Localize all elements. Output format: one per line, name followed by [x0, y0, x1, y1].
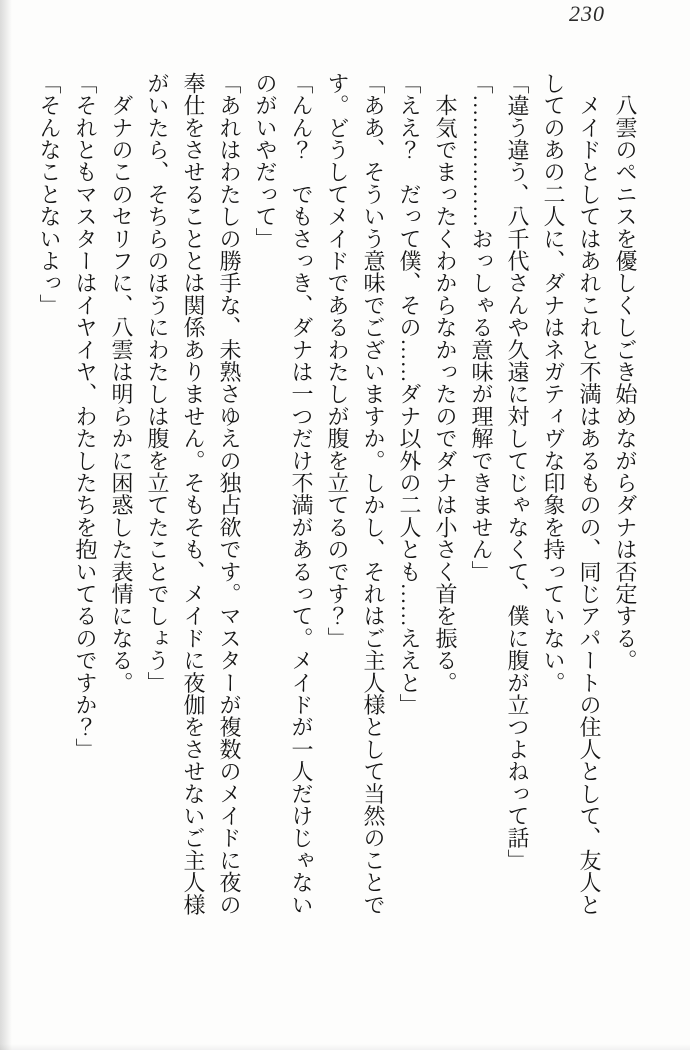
paragraph: 「………………おっしゃる意味が理解できません」 [469, 72, 494, 583]
paragraph: 「違う違う、八千代さんや久遠に対してじゃなくて、僕に腹が立つよねって話」 [505, 72, 530, 872]
paragraph: 「それともマスターはイヤイヤ、わたしたちを抱いてるのですか？」 [73, 72, 98, 761]
paragraph: 「ええ？ だって僕、その……ダナ以外の二人とも……ええと」 [397, 72, 422, 716]
page-bottom-shadow [0, 1044, 690, 1050]
paragraph: メイドとしてはあれこれと不満はあるものの、同じアパートの住人として、友人としてのあの二人に、ダナはネガティヴな印象を持っていない。 [541, 72, 602, 916]
paragraph: 「そんなことないよっ」 [37, 72, 62, 317]
paragraph: 「んん？ でもさっき、ダナは一つだけ不満があるって。メイドが一人だけじゃないのがいやだって」 [253, 72, 314, 916]
paragraph: 八雲のペニスを優しくしごき始めながらダナは否定する。 [613, 72, 638, 672]
paragraph: 「あれはわたしの勝手な、未熟さゆえの独占欲です。マスターが複数のメイドに夜の奉仕をさせることとは関係ありません。そもそも、メイドに夜伽をさせないご主人様がいたら、そちらのほうにわたしは腹を立てたことでしょう」 [145, 72, 242, 916]
paragraph: 本気でまったくわからなかったのでダナは小さく首を振る。 [433, 72, 458, 694]
paragraph: ダナのこのセリフに、八雲は明らかに困惑した表情になる。 [109, 72, 134, 694]
page-number: 230 [569, 1, 605, 26]
page-edge-shadow [0, 0, 12, 1050]
novel-text-block [29, 72, 643, 917]
paragraph: 「ああ、そういう意味でございますか。しかし、それはご主人様として当然のことです。どうしてメイドであるわたしが腹を立てるのです？」 [325, 72, 386, 916]
